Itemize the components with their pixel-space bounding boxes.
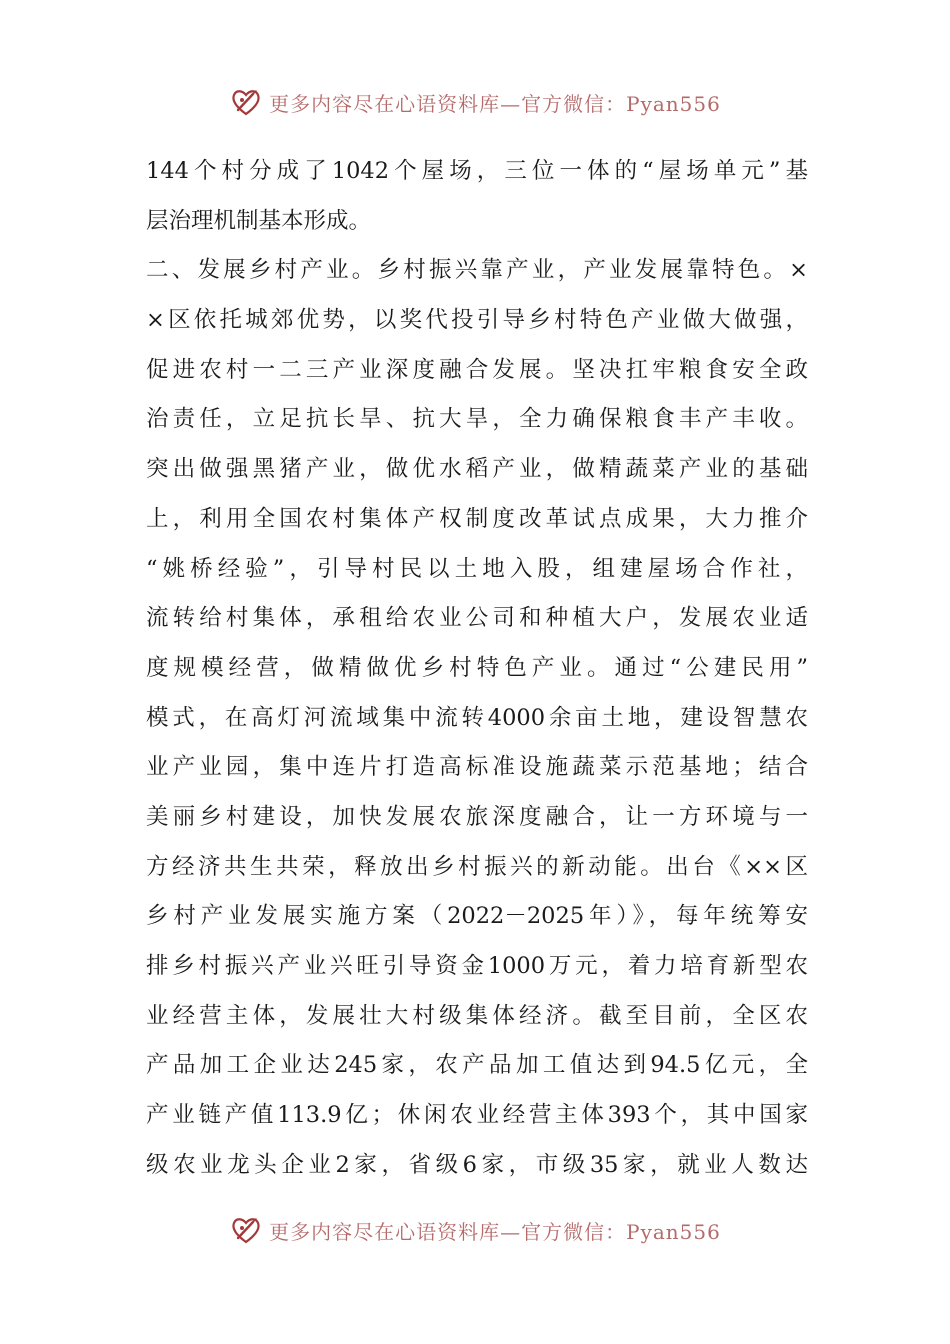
text-line: 模式，在高灯河流域集中流转4000余亩土地，建设智慧农 bbox=[146, 704, 808, 731]
text-line: 上，利用全国农村集体产权制度改革试点成果，大力推介 bbox=[146, 505, 808, 532]
text-line: 业经营主体，发展壮大村级集体经济。截至目前，全区农 bbox=[146, 1002, 808, 1029]
header-watermark bbox=[0, 82, 950, 122]
text-line: 级农业龙头企业2家，省级6家，市级35家，就业人数达 bbox=[146, 1151, 808, 1178]
paragraph-1 bbox=[146, 147, 808, 246]
document-body bbox=[146, 147, 808, 1190]
paragraph-2 bbox=[146, 246, 808, 1190]
text-line: 层治理机制基本形成。 bbox=[146, 207, 372, 234]
text-line: 排乡村振兴产业兴旺引导资金1000万元，着力培育新型农 bbox=[146, 953, 808, 979]
footer-watermark bbox=[0, 1210, 950, 1250]
text-line: “姚桥经验”，引导村民以土地入股，组建屋场合作社， bbox=[146, 555, 808, 582]
text-line: 业产业园，集中连片打造高标准设施蔬菜示范基地；结合 bbox=[146, 754, 808, 781]
watermark-text: 更多内容尽在心语资料库—官方微信：Pyan556 bbox=[269, 91, 721, 116]
text-line: 144个村分成了1042个屋场，三位一体的“屋场单元”基 bbox=[146, 158, 808, 184]
text-line: 方经济共生共荣，释放出乡村振兴的新动能。出台《××区 bbox=[146, 853, 808, 880]
text-line: 突出做强黑猪产业，做优水稻产业，做精蔬菜产业的基础 bbox=[146, 456, 808, 483]
heart-pen-logo-icon bbox=[229, 1213, 263, 1247]
watermark-text: 更多内容尽在心语资料库—官方微信：Pyan556 bbox=[269, 1219, 721, 1244]
text-line: 治责任，立足抗长旱、抗大旱，全力确保粮食丰产丰收。 bbox=[146, 406, 808, 433]
heart-pen-logo-icon bbox=[229, 85, 263, 119]
text-line: 产业链产值113.9亿；休闲农业经营主体393个，其中国家 bbox=[146, 1102, 808, 1129]
text-line: 美丽乡村建设，加快发展农旅深度融合，让一方环境与一 bbox=[146, 803, 808, 830]
text-line: 乡村产业发展实施方案（2022－2025年）》，每年统筹安 bbox=[146, 903, 808, 930]
text-line: 流转给村集体，承租给农业公司和种植大户，发展农业适 bbox=[146, 605, 808, 632]
text-line: 度规模经营，做精做优乡村特色产业。通过“公建民用” bbox=[146, 654, 808, 681]
text-line: ×区依托城郊优势，以奖代投引导乡村特色产业做大做强， bbox=[146, 307, 808, 334]
text-line: 产品加工企业达245家，农产品加工值达到94.5亿元，全 bbox=[146, 1052, 808, 1079]
text-line: 二、发展乡村产业。乡村振兴靠产业，产业发展靠特色。× bbox=[146, 257, 808, 284]
text-line: 促进农村一二三产业深度融合发展。坚决扛牢粮食安全政 bbox=[146, 356, 808, 383]
